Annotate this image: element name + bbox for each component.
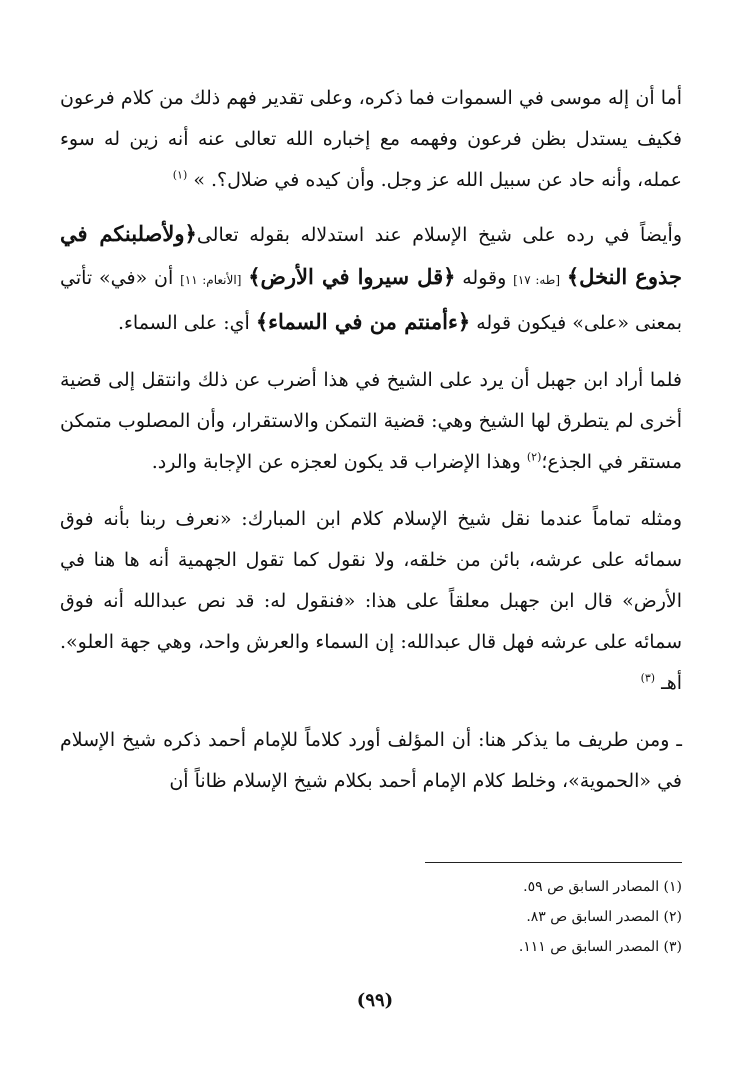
paragraph-5: [60, 720, 682, 802]
footnote-ref-2: (٢): [526, 450, 542, 464]
paragraph-2-text-b: وقوله: [462, 267, 507, 289]
paragraph-4: [60, 499, 682, 704]
footnote-2: (٢) المصدر السابق ص ٨٣.: [526, 909, 682, 925]
page-body: [60, 78, 682, 818]
paragraph-1: [60, 78, 682, 201]
paragraph-4-text: ومثله تماماً عندما نقل شيخ الإسلام كلام ابن المبارك: «نعرف ربنا بأنه فوق سمائه على عرشه، بائن من خلقه، ولا نقول كما تقول الجهمية أنه ها هنا في الأرض» قال ابن جهبل معلقاً على هذا: «فنقول له: قد نص عبدالله أنه فوق سمائه على عرشه فهل قال عبدالله: إن السماء والعرش واحد، وهي جهة العلو». أهـ: [60, 508, 682, 694]
quran-verse-2: ﴿قل سيروا في الأرض﴾: [248, 264, 456, 289]
paragraph-2-text-a: وأيضاً في رده على شيخ الإسلام عند استدلاله بقوله تعالى: [196, 224, 682, 246]
footnote-3: (٣) المصدر السابق ص ١١١.: [518, 939, 682, 955]
footnote-ref-3: (٣): [640, 671, 656, 685]
footnote-1: (١) المصادر السابق ص ٥٩.: [523, 879, 682, 895]
paragraph-2-text-c: أن «في» تأتي بمعنى «على» فيكون قوله: [60, 267, 682, 334]
paragraph-3-text-a: فلما أراد ابن جهبل أن يرد على الشيخ في هذا أضرب عن ذلك وانتقل إلى قضية أخرى لم يتطرق لها الشيخ وهي: قضية التمكن والاستقرار، وأن المصلوب متمكن مستقر في الجذع؛: [60, 369, 682, 473]
footnote-ref-1: (١): [172, 168, 188, 182]
verse-ref-2: [الأنعام: ١١]: [180, 273, 242, 287]
paragraph-2: [60, 213, 682, 344]
paragraph-2-text-d: أي: على السماء.: [117, 312, 250, 334]
page-number: (٩٩): [356, 990, 394, 1011]
paragraph-3: [60, 360, 682, 483]
paragraph-5-text: ـ ومن طريف ما يذكر هنا: أن المؤلف أورد كلاماً للإمام أحمد ذكره شيخ الإسلام في «الحموية»، وخلط كلام الإمام أحمد بكلام شيخ الإسلام ظاناً أن: [60, 729, 682, 792]
verse-ref-1: [طه: ١٧]: [513, 273, 561, 287]
paragraph-1-text: أما أن إله موسى في السموات فما ذكره، وعلى تقدير فهم ذلك من كلام فرعون فكيف يستدل بظن فرعون وفهمه مع إخباره الله تعالى عنه أنه زين له سوء عمله، وأنه حاد عن سبيل الله عز وجل. وأن كيده في ضلال؟. »: [60, 87, 682, 191]
quran-verse-3: ﴿ءأمنتم من في السماء﴾: [255, 309, 471, 334]
footnotes: [300, 872, 682, 962]
footnote-divider: [425, 862, 682, 863]
quran-verse-1: ﴿ولأصلبنكم في جذوع النخل﴾: [60, 221, 682, 289]
paragraph-3-text-b: وهذا الإضراب قد يكون لعجزه عن الإجابة والرد.: [151, 451, 521, 473]
